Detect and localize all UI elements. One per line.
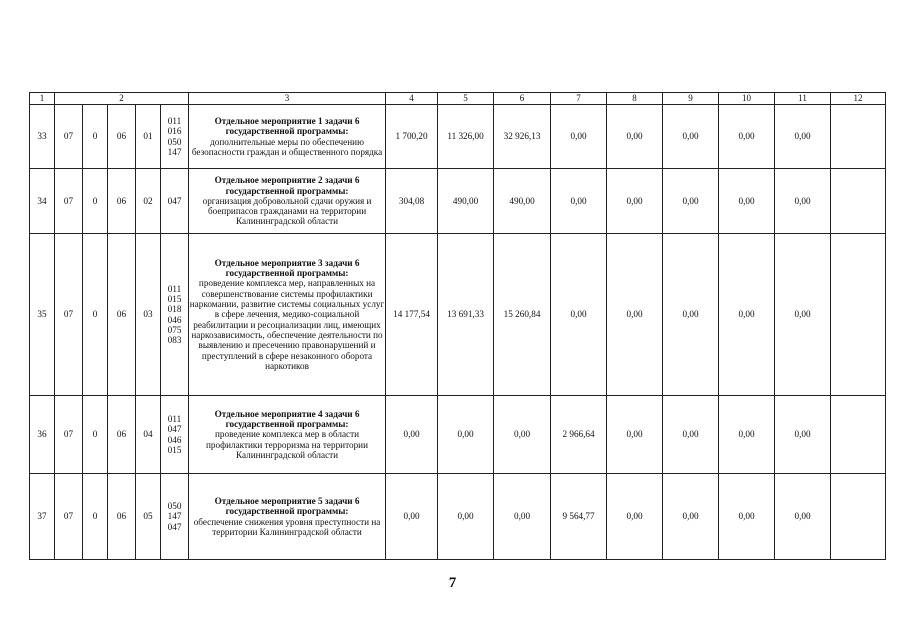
header-cell: 5 [438,93,494,105]
table-row [30,169,886,234]
table-body [30,105,886,560]
value-cell: 0,00 [607,169,663,234]
measure-description: обеспечение снижения уровня преступности на территории Калининградской области [193,516,381,537]
value-cell [831,169,886,234]
code-a-cell: 07 [55,169,83,234]
value-cell: 0,00 [607,105,663,169]
value-cell: 490,00 [438,169,494,234]
budget-code: 047 [167,424,182,435]
value-cell: 9 564,77 [551,474,607,560]
description-cell [189,474,386,560]
header-cell: 1 [30,93,55,105]
value-cell: 0,00 [663,396,719,474]
code-b-cell: 0 [83,396,108,474]
value-cell: 0,00 [438,474,494,560]
value-cell: 1 700,20 [386,105,438,169]
description-cell [189,234,386,396]
value-cell: 14 177,54 [386,234,438,396]
value-cell: 0,00 [551,169,607,234]
row-number-cell: 36 [30,396,55,474]
budget-code: 050 [167,501,182,512]
code-b-cell: 0 [83,234,108,396]
value-cell: 32 926,13 [494,105,551,169]
budget-codes-cell [161,396,189,474]
header-cell: 2 [55,93,189,105]
value-cell: 11 326,00 [438,105,494,169]
code-c-cell: 06 [108,234,136,396]
value-cell: 0,00 [719,474,775,560]
budget-codes-cell [161,474,189,560]
code-a-cell: 07 [55,105,83,169]
value-cell: 0,00 [775,396,831,474]
budget-code: 016 [167,126,182,137]
budget-code: 046 [167,314,182,325]
value-cell: 0,00 [663,474,719,560]
description-cell [189,105,386,169]
header-cell: 7 [551,93,607,105]
measure-title: Отдельное мероприятие 2 задачи 6 государственной программы: [214,175,360,196]
description-cell [189,169,386,234]
value-cell: 0,00 [775,234,831,396]
budget-code: 015 [167,293,182,304]
value-cell: 0,00 [607,234,663,396]
header-cell: 12 [831,93,886,105]
code-a-cell: 07 [55,234,83,396]
measure-description: проведение комплекса мер в области профилактики терроризма на территории Калининградской области [206,429,369,460]
value-cell [831,474,886,560]
table-row [30,105,886,169]
measure-description: проведение комплекса мер, направленных на совершенствование системы профилактики наркомании, развитие системы социальных услуг в сфере лечения, медико-социальной реабилитации и ресоциализации лиц, имеющих наркозависимость, обеспечение деятельности по выявлению и пресечению правонарушений и преступлений в сфере незаконного оборота наркотиков [189,278,385,371]
code-d-cell: 03 [136,234,161,396]
value-cell [831,105,886,169]
budget-code: 018 [167,304,182,315]
page-number: 7 [448,575,457,591]
measure-title: Отдельное мероприятие 5 задачи 6 государственной программы: [214,495,360,517]
budget-code: 011 [167,115,182,126]
value-cell: 0,00 [438,396,494,474]
value-cell: 13 691,33 [438,234,494,396]
budget-code: 047 [167,195,182,206]
table-row [30,474,886,560]
table-row [30,234,886,396]
value-cell: 0,00 [719,396,775,474]
value-cell: 490,00 [494,169,551,234]
value-cell: 0,00 [719,234,775,396]
budget-code: 075 [167,324,182,335]
code-c-cell: 06 [108,169,136,234]
row-number-cell: 34 [30,169,55,234]
value-cell: 0,00 [775,169,831,234]
value-cell: 0,00 [551,234,607,396]
budget-code: 011 [167,413,182,424]
header-cell: 8 [607,93,663,105]
value-cell: 0,00 [494,396,551,474]
value-cell: 2 966,64 [551,396,607,474]
table-row [30,396,886,474]
measure-title: Отдельное мероприятие 4 задачи 6 государственной программы: [214,408,360,430]
budget-codes-cell [161,169,189,234]
row-number-cell: 37 [30,474,55,560]
header-cell: 10 [719,93,775,105]
value-cell: 0,00 [775,474,831,560]
header-cell: 6 [494,93,551,105]
code-c-cell: 06 [108,396,136,474]
header-row [30,93,886,105]
value-cell: 15 260,84 [494,234,551,396]
measure-title: Отдельное мероприятие 1 задачи 6 государственной программы: [214,115,360,137]
value-cell: 0,00 [719,169,775,234]
code-c-cell: 06 [108,474,136,560]
header-cell: 3 [189,93,386,105]
code-d-cell: 02 [136,169,161,234]
code-a-cell: 07 [55,396,83,474]
code-d-cell: 05 [136,474,161,560]
value-cell: 0,00 [663,105,719,169]
value-cell: 0,00 [386,396,438,474]
budget-code: 015 [167,444,182,455]
value-cell: 0,00 [775,105,831,169]
budget-code: 147 [167,146,182,157]
header-cell: 11 [775,93,831,105]
value-cell: 0,00 [607,396,663,474]
budget-codes-cell [161,234,189,396]
row-number-cell: 33 [30,105,55,169]
budget-code: 047 [167,521,182,532]
value-cell: 0,00 [663,234,719,396]
value-cell [831,396,886,474]
budget-code: 011 [167,283,182,294]
value-cell: 0,00 [663,169,719,234]
header-cell: 4 [386,93,438,105]
code-c-cell: 06 [108,105,136,169]
row-number-cell: 35 [30,234,55,396]
code-b-cell: 0 [83,474,108,560]
code-d-cell: 04 [136,396,161,474]
budget-table [29,92,886,560]
budget-code: 083 [167,335,182,346]
value-cell [831,234,886,396]
budget-codes-cell [161,105,189,169]
code-d-cell: 01 [136,105,161,169]
value-cell: 304,08 [386,169,438,234]
budget-code: 046 [167,434,182,445]
header-cell: 9 [663,93,719,105]
code-a-cell: 07 [55,474,83,560]
value-cell: 0,00 [551,105,607,169]
value-cell: 0,00 [719,105,775,169]
code-b-cell: 0 [83,105,108,169]
budget-code: 147 [167,511,182,522]
value-cell: 0,00 [607,474,663,560]
budget-code: 050 [167,136,182,147]
value-cell: 0,00 [494,474,551,560]
value-cell: 0,00 [386,474,438,560]
description-cell [189,396,386,474]
measure-description: организация добровольной сдачи оружия и боеприпасов гражданами на территории Калининградской области [202,195,372,227]
measure-description: дополнительные меры по обеспечению безопасности граждан и общественного порядка [191,136,383,157]
measure-title: Отдельное мероприятие 3 задачи 6 государственной программы: [214,257,360,279]
code-b-cell: 0 [83,169,108,234]
